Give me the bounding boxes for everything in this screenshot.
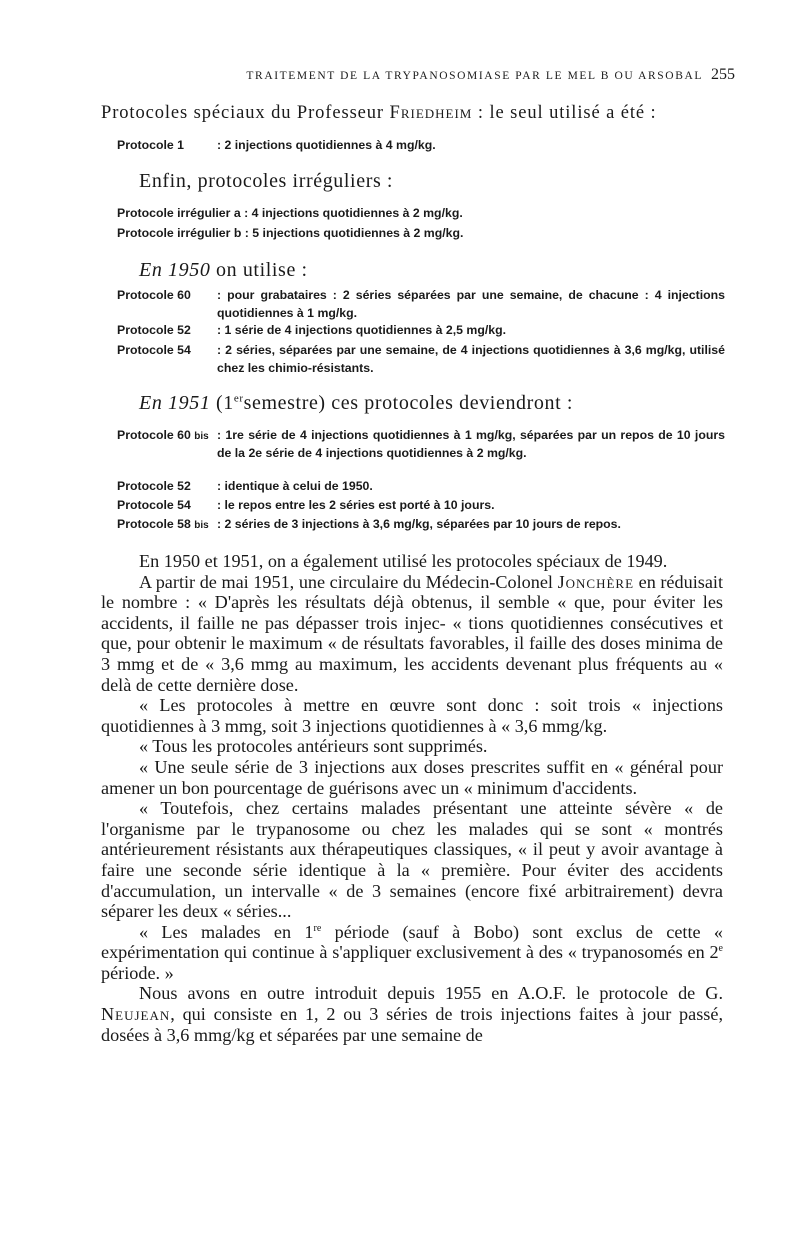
paragraph [101, 922, 723, 984]
protocol-label [117, 516, 209, 535]
paragraph: « Toutefois, chez certains malades présentant une atteinte sévère « de l'organisme par le trypanosome ou chez les malades qui se sont « montrés antérieurement résistants aux thérapeutiques classiques, « il peut y avoir avantage à faire une seconde série identique à la « première. Pour éviter des accidents d'accumulation, un intervalle « de 3 semaines (encore fixé arbitrairement) devra séparer les deux « séries... [101, 798, 723, 922]
page-number: 255 [711, 66, 735, 83]
author-name: Neujean [101, 1004, 171, 1025]
heading-text: Protocoles spéciaux du Professeur [101, 103, 384, 123]
protocol-label-suffix: bis [194, 431, 209, 442]
heading-paren: (1 [216, 392, 234, 414]
paragraph: « Les protocoles à mettre en œuvre sont donc : soit trois « injections quotidiennes à 3 mmg, soit 3 injections quotidiennes à « 3,6 mmg/kg. [101, 695, 723, 736]
heading-text: on utilise : [216, 259, 308, 281]
protocol-text: : identique à celui de 1950. [217, 479, 373, 493]
body-text [101, 551, 723, 1045]
protocol-label: Protocole 54 [117, 343, 191, 357]
paragraph [101, 572, 723, 696]
paragraph-text: en réduisait le nombre : « D'après les résultats déjà obtenus, il semble « que, pour éviter les accidents, il faille ne pas dépasser trois injec- « tions quotidiennes consécutives et que, pour obtenir le maximum « de résultats favorables, il faille des doses minima de 3 mmg et de « 3,6 mmg au maximum, les accidents devenant plus fréquents au « delà de cette dernière dose. [101, 571, 724, 695]
protocol-text: : le repos entre les 2 séries est porté à 10 jours. [217, 498, 495, 512]
protocol-label: Protocole 60 [117, 288, 191, 302]
protocol-label: Protocole 52 [117, 323, 191, 337]
heading-year: En 1951 [139, 392, 211, 414]
protocol-label: Protocole 1 [117, 138, 184, 152]
protocol-label-suffix: bis [194, 520, 209, 531]
paragraph [101, 983, 723, 1045]
heading-superscript: er [233, 392, 244, 405]
running-title: TRAITEMENT DE LA TRYPANOSOMIASE PAR LE MEL B OU ARSOBAL [246, 70, 703, 82]
protocol-text: : 2 injections quotidiennes à 4 mg/kg. [217, 138, 436, 152]
protocol-text: : pour grabataires : 2 séries séparées par une semaine, de chacune : 4 injections quotidiennes à 1 mg/kg. [217, 288, 725, 320]
paragraph-text: Nous avons en outre introduit depuis 1955 en A.O.F. le protocole de G. [139, 983, 723, 1004]
protocol-text: Protocole irrégulier a : 4 injections quotidiennes à 2 mg/kg. [117, 206, 463, 220]
paragraph: « Tous les protocoles antérieurs sont supprimés. [139, 736, 488, 757]
heading-irregular-protocols: Enfin, protocoles irréguliers : [139, 170, 394, 192]
heading-text: semestre) ces protocoles deviendront : [243, 392, 574, 414]
running-header [150, 66, 735, 84]
heading-year: En 1950 [139, 259, 211, 281]
superscript: e [718, 943, 723, 955]
paragraph: En 1950 et 1951, on a également utilisé les protocoles spéciaux de 1949. [139, 551, 668, 571]
paragraph-text: A partir de mai 1951, une circulaire du Médecin-Colonel [139, 571, 553, 592]
paragraph-text: « Les malades en 1 [139, 921, 314, 942]
paragraph-text: période. » [101, 962, 174, 983]
superscript: re [313, 922, 322, 934]
heading-1950 [139, 259, 308, 282]
author-name: Friedheim [389, 103, 473, 123]
protocol-label [117, 427, 209, 446]
protocol-label: Protocole 52 [117, 479, 191, 493]
paragraph-text: période (sauf à Bobo) sont exclus de cette « expérimentation qui continue à s'appliquer exclusivement à des « trypanosomés en 2 [101, 921, 723, 963]
protocol-label-text: Protocole 58 [117, 517, 191, 531]
protocol-text: : 2 séries de 3 injections à 3,6 mg/kg, séparées par 10 jours de repos. [217, 517, 621, 531]
paragraph: « Une seule série de 3 injections aux doses prescrites suffit en « général pour amener un bon pourcentage de guérisons avec un « minimum d'accidents. [101, 756, 723, 798]
protocol-text: : 1 série de 4 injections quotidiennes à 2,5 mg/kg. [217, 323, 507, 337]
protocol-text: Protocole irrégulier b : 5 injections quotidiennes à 2 mg/kg. [117, 226, 464, 240]
heading-text-end: : le seul utilisé a été : [477, 103, 657, 123]
protocol-label: Protocole 54 [117, 498, 191, 512]
paragraph-text: , qui consiste en 1, 2 ou 3 séries de trois injections faites à jour passé, dosées à 3,6 mmg/kg et séparées par une semaine de [101, 1004, 723, 1045]
protocol-text: : 1re série de 4 injections quotidiennes à 1 mg/kg, séparées par un repos de 10 jours de la 2e série de 4 injections quotidiennes à 2 mg/kg. [217, 428, 725, 460]
heading-1951 [139, 392, 573, 415]
protocol-label-text: Protocole 60 [117, 428, 191, 442]
heading-special-protocols [101, 103, 657, 124]
protocol-text: : 2 séries, séparées par une semaine, de 4 injections quotidiennes à 3,6 mg/kg, utilisé chez les chimio-résistants. [217, 343, 725, 375]
author-name: Jonchère [557, 571, 635, 592]
